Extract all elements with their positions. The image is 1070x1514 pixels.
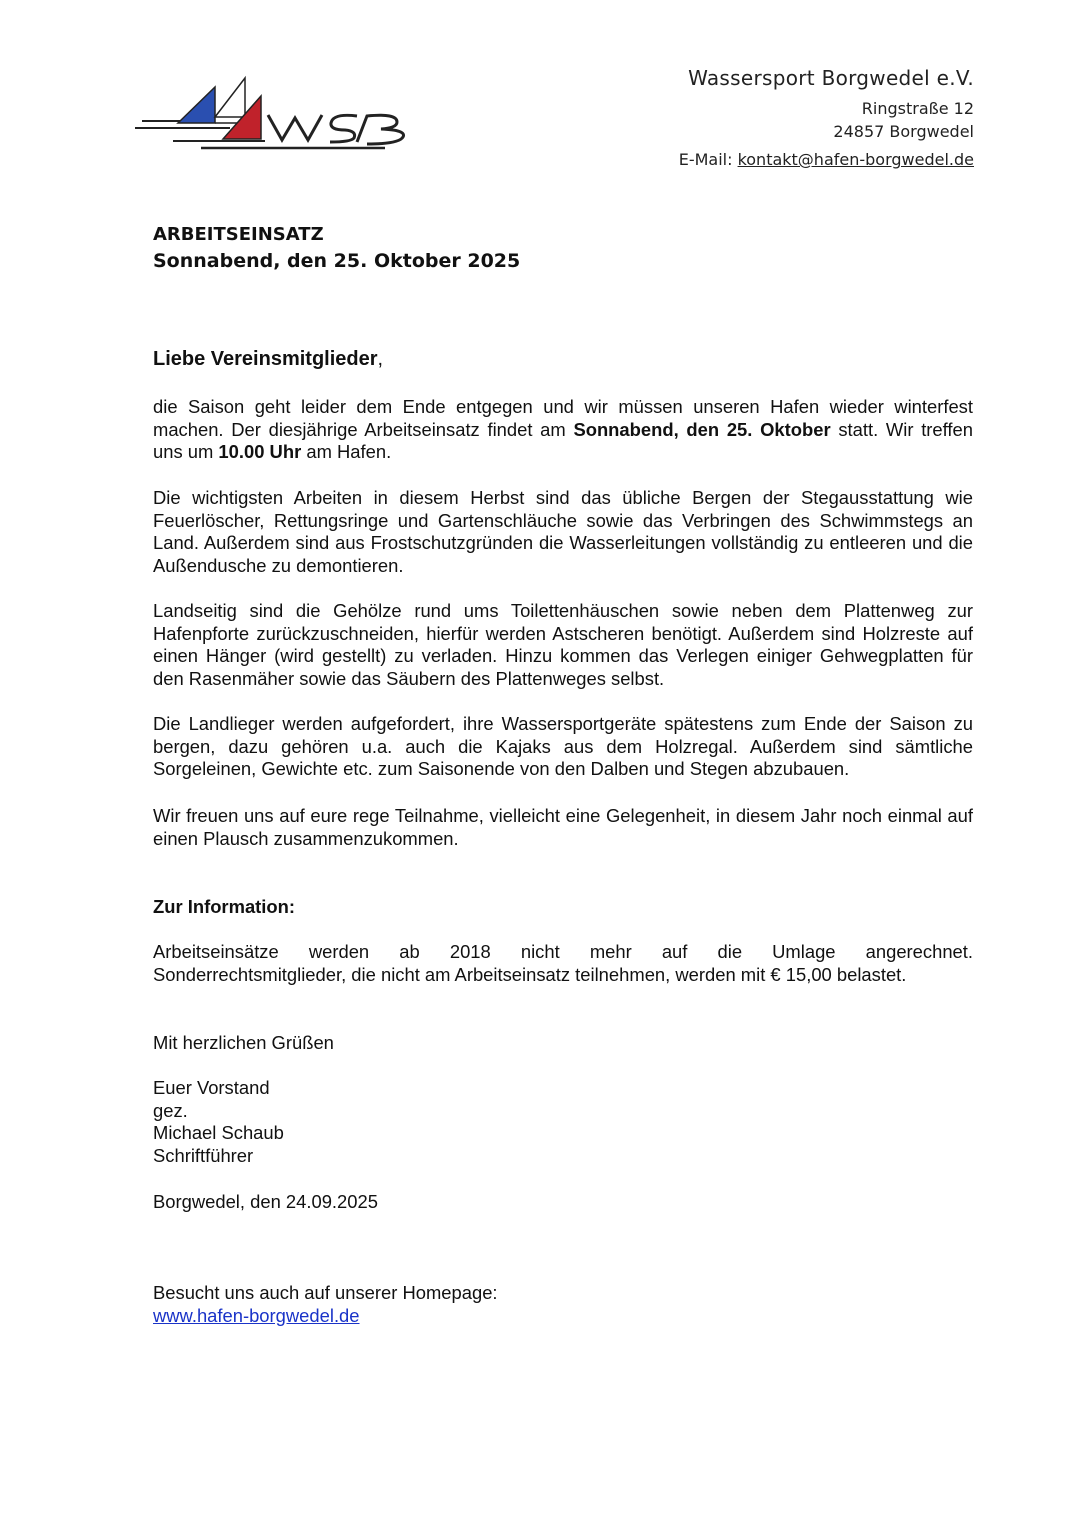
subject-block xyxy=(153,222,520,275)
info-heading xyxy=(153,896,973,919)
paragraph-closing-invite: Wir freuen uns auf eure rege Teilnahme, vielleicht eine Gelegenheit, in diesem Jahr noch einmal auf einen Plausch zusammenzukommen. xyxy=(153,805,973,849)
closing-greeting: Mit herzlichen Grüßen xyxy=(153,1032,334,1053)
paragraph-text: die Saison geht leider dem Ende entgegen und wir müssen unseren Hafen wieder winterfest machen. Der diesjährige Arbeitseinsatz findet am xyxy=(153,396,973,440)
paragraph-landlieger: Die Landlieger werden aufgefordert, ihre Wassersportgeräte spätestens zum Ende der Saison zu bergen, dazu gehören u.a. auch die Kajaks aus dem Holzregal. Außerdem sind sämtliche Sorgeleinen, Gewichte etc. zum Saisonende von den Dalben und Stegen abzubauen. xyxy=(153,713,973,780)
salutation-suffix: , xyxy=(377,348,384,370)
email-link[interactable]: kontakt@hafen-borgwedel.de xyxy=(737,150,974,169)
info-paragraph xyxy=(153,941,973,986)
signature-block xyxy=(153,1077,973,1168)
homepage-block xyxy=(153,1282,973,1327)
letterhead xyxy=(679,63,974,171)
signature-role: Schriftführer xyxy=(153,1145,254,1167)
paragraph-land-tasks: Landseitig sind die Gehölze rund ums Toilettenhäuschen sowie neben dem Plattenweg zur Hafenpforte zurückzuschneiden, hierfür werden Astscheren benötigt. Außerdem sind Holzreste auf einen Hänger (wird gestellt) zu verladen. Hinzu kommen das Verlegen einiger Gehwegplatten für den Rasenmäher sowie das Säubern des Plattenweges selbst. xyxy=(153,600,973,690)
info-line-2: Sonderrechtsmitglieder, die nicht am Arbeitseinsatz teilnehmen, werden mit € 15,00 belastet. xyxy=(153,963,907,985)
homepage-label: Besucht uns auch auf unserer Homepage: xyxy=(153,1282,498,1303)
subject-title: ARBEITSEINSATZ xyxy=(153,224,324,245)
address-street: Ringstraße 12 xyxy=(861,99,974,118)
info-line-1: Arbeitseinsätze werden ab 2018 nicht mehr auf die Umlage angerechnet. xyxy=(153,941,973,962)
paragraph-main-tasks: Die wichtigsten Arbeiten in diesem Herbst sind das übliche Bergen der Stegausstattung wie Feuerlöscher, Rettungsringe und Gartenschläuche sowie das Verbringen des Schwimmstegs an Land. Außerdem sind aus Frostschutzgründen die Wasserleitungen vollständig zu entleeren und die Außendusche zu demontieren. xyxy=(153,487,973,577)
salutation-bold: Liebe Vereinsmitglieder xyxy=(153,348,378,370)
place-date: Borgwedel, den 24.09.2025 xyxy=(153,1191,378,1212)
info-heading-text: Zur Information: xyxy=(153,896,295,917)
paragraph-text: statt. Wir treffen uns um xyxy=(153,418,973,463)
signature-line-2: gez. xyxy=(153,1099,188,1121)
wsb-logo-icon xyxy=(135,70,425,185)
homepage-link[interactable]: www.hafen-borgwedel.de xyxy=(153,1304,360,1326)
paragraph-intro xyxy=(153,396,973,464)
subject-date: Sonnabend, den 25. Oktober 2025 xyxy=(153,250,521,272)
organization-name: Wassersport Borgwedel e.V. xyxy=(688,66,974,90)
salutation xyxy=(153,348,973,371)
email-row xyxy=(679,148,974,171)
signature-line-1: Euer Vorstand xyxy=(153,1077,270,1098)
event-time-bold: 10.00 Uhr xyxy=(218,441,302,463)
address-city: 24857 Borgwedel xyxy=(833,122,974,141)
email-label: E-Mail: xyxy=(678,150,738,169)
event-date-bold: Sonnabend, den 25. Oktober xyxy=(573,418,831,440)
paragraph-text: am Hafen. xyxy=(301,441,392,463)
signature-name: Michael Schaub xyxy=(153,1122,284,1144)
